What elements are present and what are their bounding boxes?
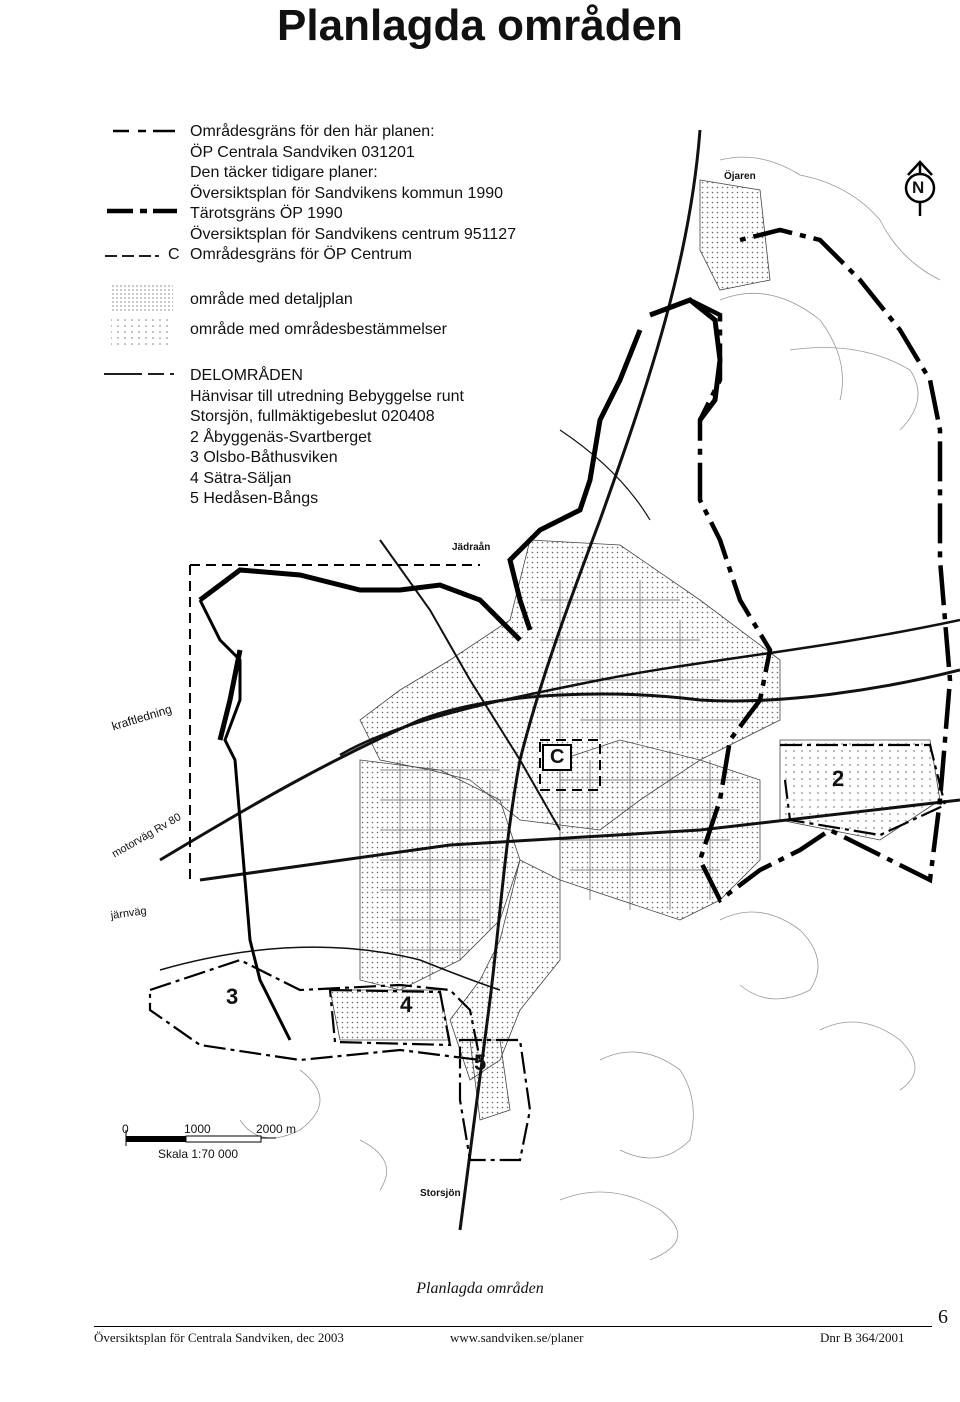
legend-area-regulations-text: område med områdesbestämmelser <box>190 321 447 338</box>
subarea-line: 5 Hedåsen-Bångs <box>190 490 319 507</box>
legend-line-5: Tärotsgräns ÖP 1990 <box>190 205 343 222</box>
legend-line-4: Översiktsplan för Sandvikens kommun 1990 <box>190 184 504 202</box>
footer-rule <box>94 1326 932 1327</box>
label-motorvag: motorväg Rv 80 <box>110 811 184 861</box>
subarea-line: 2 Åbyggenäs-Svartberget <box>190 428 372 446</box>
western-boundary <box>200 600 290 1040</box>
map-marker-5: 5 <box>474 1050 487 1075</box>
footer-dnr: Dnr B 364/2001 <box>820 1330 905 1345</box>
scale-tick-0: 0 <box>122 1122 129 1136</box>
label-ojaren: Öjaren <box>724 171 756 182</box>
scale-tick-1000: 1000 <box>184 1122 211 1136</box>
label-storsjon: Storsjön <box>420 1188 461 1199</box>
footer-url: www.sandviken.se/planer <box>450 1330 584 1345</box>
scale-tick-2000: 2000 m <box>256 1122 297 1136</box>
page-title: Planlagda områden <box>277 1 683 50</box>
legend-line-6: Översiktsplan för Sandvikens centrum 951127 <box>190 225 517 243</box>
page-number: 6 <box>938 1306 948 1328</box>
legend-line-2: ÖP Centrala Sandviken 031201 <box>190 143 415 161</box>
legend-detail-plan-text: område med detaljplan <box>190 291 353 308</box>
map-marker-2: 2 <box>832 766 845 791</box>
subarea-line: Hänvisar till utredning Bebyggelse runt <box>190 387 464 405</box>
north-label: N <box>912 178 925 197</box>
legend-line-3: Den täcker tidigare planer: <box>190 164 378 181</box>
detail-plan-areas <box>330 180 940 1120</box>
page-caption: Planlagda områden <box>416 1280 544 1297</box>
label-jadraan: Jädraån <box>452 542 491 553</box>
footer-left: Översiktsplan för Centrala Sandviken, dec 2003 <box>94 1330 344 1345</box>
map-marker-4: 4 <box>400 992 413 1017</box>
subarea-heading: DELOMRÅDEN <box>190 367 303 384</box>
map-marker-c: C <box>542 744 572 771</box>
label-jarnvag: järnväg <box>110 904 148 922</box>
legend-line-7: Områdesgräns för ÖP Centrum <box>190 246 413 263</box>
subarea-line: Storsjön, fullmäktigebeslut 020408 <box>190 408 435 425</box>
legend-c-symbol: C <box>168 246 180 263</box>
label-kraftledning: kraftledning <box>110 701 174 734</box>
subarea-line: 4 Sätra-Säljan <box>190 469 292 487</box>
scale-label: Skala 1:70 000 <box>158 1147 239 1161</box>
subarea-line: 3 Olsbo-Båthusviken <box>190 449 338 466</box>
map-marker-3: 3 <box>226 984 239 1009</box>
legend-line-1: Områdesgräns för den här planen: <box>190 123 435 140</box>
